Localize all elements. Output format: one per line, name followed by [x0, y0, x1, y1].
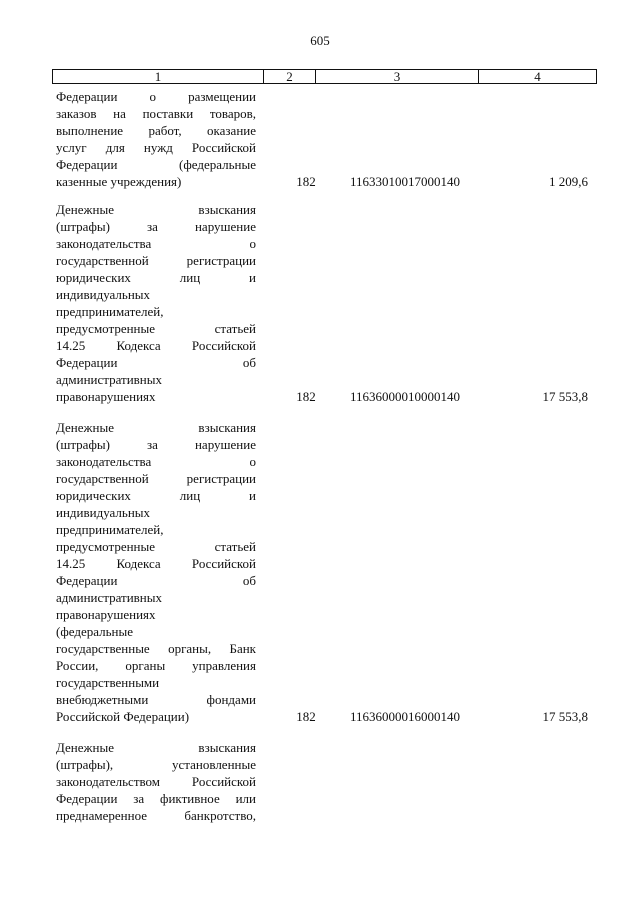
- description-line: 14.25 Кодекса Российской: [56, 338, 256, 353]
- row-description: [56, 88, 256, 190]
- description-line: Денежные взыскания: [56, 202, 256, 217]
- description-line: заказов на поставки товаров,: [56, 106, 256, 121]
- description-line: государственными: [56, 675, 160, 690]
- kbk-code: 11636000010000140: [349, 389, 461, 404]
- description-line: преднамеренное банкротство,: [56, 808, 256, 823]
- description-line: государственной регистрации: [56, 253, 256, 268]
- description-line: административных: [56, 590, 162, 605]
- description-line: Федерации об: [56, 573, 256, 588]
- column-header-1: 1: [53, 70, 264, 83]
- description-line: России, органы управления: [56, 658, 256, 673]
- description-line: юридических лиц и: [56, 270, 256, 285]
- description-line: законодательством Российской: [56, 774, 256, 789]
- description-line: государственные органы, Банк: [56, 641, 256, 656]
- description-line: Денежные взыскания: [56, 740, 256, 755]
- description-line: Денежные взыскания: [56, 420, 256, 435]
- row-description: [56, 419, 256, 725]
- description-line: юридических лиц и: [56, 488, 256, 503]
- description-line: индивидуальных: [56, 287, 151, 302]
- table-header: [52, 69, 597, 84]
- column-header-2: 2: [264, 70, 316, 83]
- description-line: (штрафы) за нарушение: [56, 437, 256, 452]
- description-line: государственной регистрации: [56, 471, 256, 486]
- description-line: законодательства о: [56, 454, 256, 469]
- amount: 17 553,8: [542, 709, 588, 724]
- description-line: индивидуальных: [56, 505, 151, 520]
- description-line: предпринимателей,: [56, 304, 164, 319]
- kbk-code: 11633010017000140: [349, 174, 461, 189]
- description-line: законодательства о: [56, 236, 256, 251]
- description-line: казенные учреждения): [56, 174, 182, 189]
- description-line: Федерации за фиктивное или: [56, 791, 256, 806]
- description-line: услуг для нужд Российской: [56, 140, 256, 155]
- description-line: Российской Федерации): [56, 709, 190, 724]
- amount: 17 553,8: [542, 389, 588, 404]
- kbk-code: 11636000016000140: [349, 709, 461, 724]
- column-header-3: 3: [316, 70, 479, 83]
- table-row: [56, 419, 594, 725]
- table-row: [56, 88, 594, 190]
- table-row: [56, 201, 594, 405]
- description-line: предусмотренные статьей: [56, 539, 256, 554]
- description-line: предусмотренные статьей: [56, 321, 256, 336]
- description-line: административных: [56, 372, 162, 387]
- row-description: [56, 739, 256, 824]
- description-line: Федерации о размещении: [56, 89, 256, 104]
- description-line: (штрафы), установленные: [56, 757, 256, 772]
- description-line: внебюджетными фондами: [56, 692, 256, 707]
- admin-code: 182: [296, 389, 316, 404]
- amount: 1 209,6: [549, 174, 588, 189]
- description-line: (федеральные: [56, 624, 133, 639]
- page-number: 605: [310, 33, 330, 48]
- description-line: Федерации об: [56, 355, 256, 370]
- description-line: предпринимателей,: [56, 522, 164, 537]
- row-description: [56, 201, 256, 405]
- description-line: правонарушениях: [56, 389, 156, 404]
- description-line: выполнение работ, оказание: [56, 123, 256, 138]
- table-row: [56, 739, 594, 824]
- column-header-4: 4: [534, 69, 541, 84]
- admin-code: 182: [296, 709, 316, 724]
- description-line: Федерации (федеральные: [56, 157, 256, 172]
- description-line: (штрафы) за нарушение: [56, 219, 256, 234]
- admin-code: 182: [296, 174, 316, 189]
- description-line: 14.25 Кодекса Российской: [56, 556, 256, 571]
- description-line: правонарушениях: [56, 607, 156, 622]
